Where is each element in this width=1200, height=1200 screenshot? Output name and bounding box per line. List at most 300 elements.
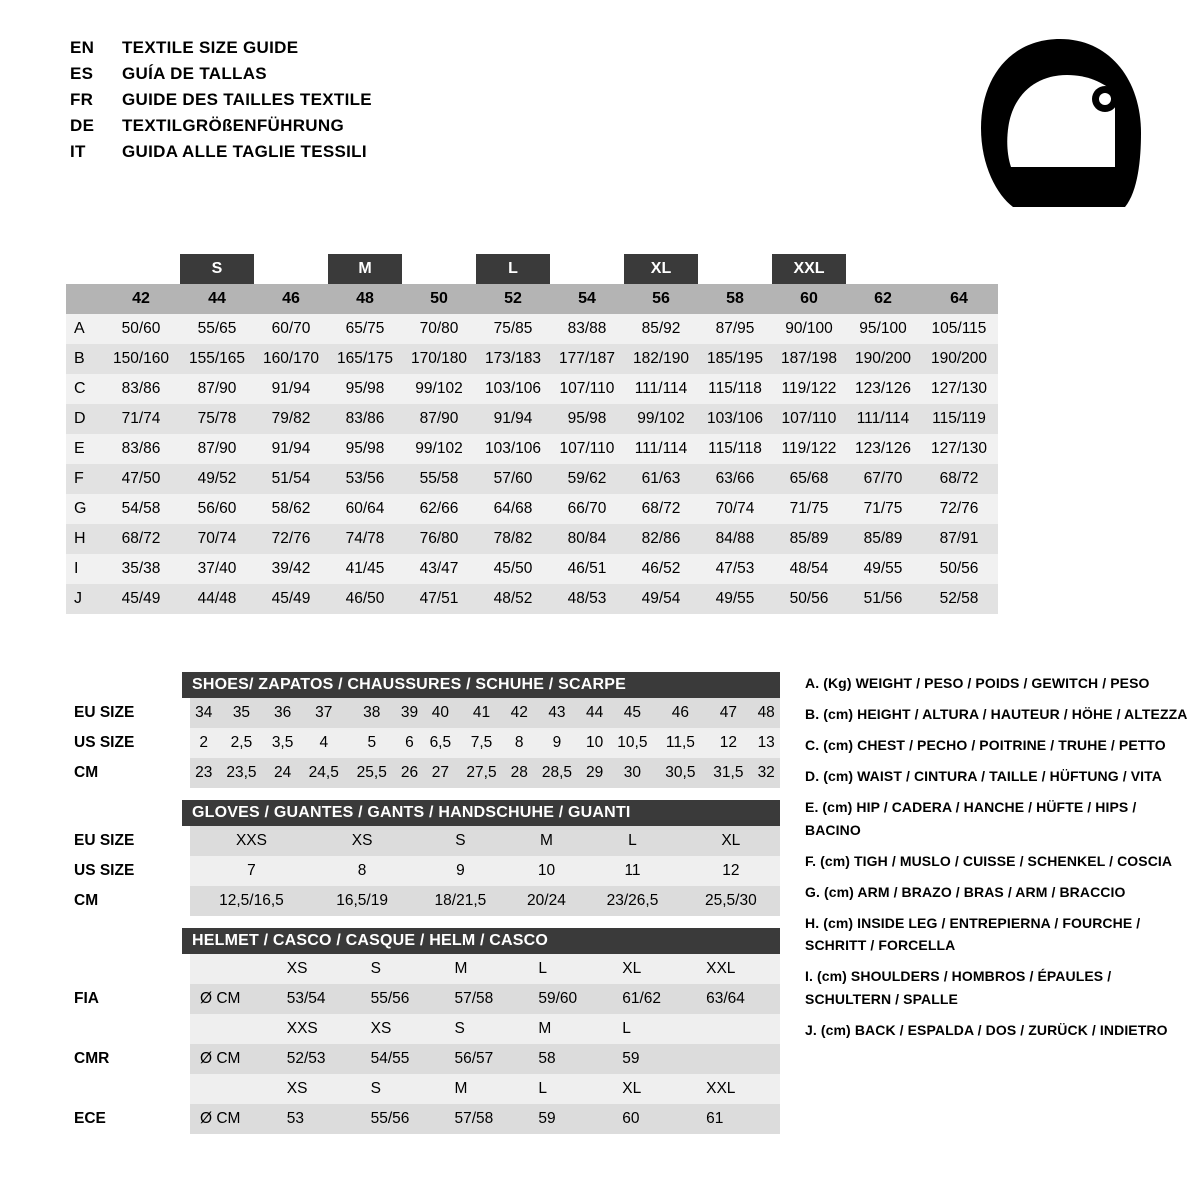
measurement-cell: 111/114 — [624, 434, 698, 464]
measurement-cell: 91/94 — [254, 374, 328, 404]
measurement-cell: 41/45 — [328, 554, 402, 584]
size-group-header-row — [66, 254, 998, 284]
measurement-cell: 90/100 — [772, 314, 846, 344]
measurement-cell: 57/60 — [476, 464, 550, 494]
measurement-cell: 155/165 — [180, 344, 254, 374]
helmet-measurement-cell: 63/64 — [696, 984, 780, 1014]
helmet-measurement-cell: 54/55 — [361, 1044, 445, 1074]
measurement-cell: 105/115 — [920, 314, 998, 344]
shoes-cell: 47 — [704, 698, 752, 728]
measurement-cell: 83/86 — [102, 374, 180, 404]
size-header-cell: 62 — [846, 284, 920, 314]
measurement-cell: 182/190 — [624, 344, 698, 374]
gloves-cell: 12,5/16,5 — [190, 886, 313, 916]
legend-item: B. (cm) HEIGHT / ALTURA / HAUTEUR / HÖHE / ALTEZZA — [805, 706, 1188, 722]
group-spacer — [254, 254, 328, 284]
title-row — [70, 116, 372, 142]
shoes-cell: 27,5 — [458, 758, 506, 788]
gloves-cell: 16,5/19 — [313, 886, 411, 916]
measurement-row-label: B — [66, 344, 102, 374]
shoes-cell: 35 — [217, 698, 265, 728]
textile-size-table — [66, 254, 998, 614]
shoes-cell: 38 — [348, 698, 396, 728]
measurement-cell: 103/106 — [476, 434, 550, 464]
measurement-cell: 61/63 — [624, 464, 698, 494]
shoes-row-label: CM — [66, 758, 190, 788]
legend-item: E. (cm) HIP / CADERA / HANCHE / HÜFTE / HIPS / BACINO — [805, 799, 1137, 838]
gloves-cell: 18/21,5 — [411, 886, 509, 916]
title-row — [70, 38, 372, 64]
measurement-cell: 84/88 — [698, 524, 772, 554]
spacer-cell — [66, 284, 102, 314]
table-row — [66, 826, 780, 856]
helmet-size-cell: XXL — [696, 1074, 780, 1104]
measurement-cell: 68/72 — [624, 494, 698, 524]
shoes-cell: 3,5 — [265, 728, 299, 758]
helmet-size-cell — [190, 1074, 277, 1104]
size-header-cell: 60 — [772, 284, 846, 314]
helmet-size-cell — [190, 1014, 277, 1044]
measurement-cell: 173/183 — [476, 344, 550, 374]
measurement-cell: 160/170 — [254, 344, 328, 374]
shoes-cell: 34 — [190, 698, 217, 728]
shoes-cell: 13 — [752, 728, 780, 758]
measurement-cell: 85/89 — [846, 524, 920, 554]
gloves-cell: 12 — [682, 856, 780, 886]
measurement-cell: 68/72 — [102, 524, 180, 554]
shoes-cell: 32 — [752, 758, 780, 788]
measurement-cell: 35/38 — [102, 554, 180, 584]
measurement-row-label: D — [66, 404, 102, 434]
shoes-cell: 10 — [581, 728, 608, 758]
measurement-row-label: J — [66, 584, 102, 614]
shoes-cell: 46 — [656, 698, 704, 728]
shoes-cell: 7,5 — [458, 728, 506, 758]
title-text: TEXTILGRÖßENFÜHRUNG — [122, 116, 344, 135]
shoes-cell: 36 — [265, 698, 299, 728]
measurement-cell: 70/80 — [402, 314, 476, 344]
measurement-cell: 87/95 — [698, 314, 772, 344]
group-spacer — [550, 254, 624, 284]
size-group-label: XL — [624, 254, 698, 284]
measurement-cell: 53/56 — [328, 464, 402, 494]
title-language-code: IT — [70, 142, 86, 161]
helmet-size-cell: L — [528, 1074, 612, 1104]
measurement-cell: 85/89 — [772, 524, 846, 554]
measurement-cell: 49/52 — [180, 464, 254, 494]
gloves-cell: XXS — [190, 826, 313, 856]
title-text: GUÍA DE TALLAS — [122, 64, 267, 83]
shoes-cell: 4 — [300, 728, 348, 758]
table-row — [66, 584, 998, 614]
shoes-cell: 6,5 — [423, 728, 457, 758]
legend-item: A. (Kg) WEIGHT / PESO / POIDS / GEWITCH / PESO — [805, 675, 1150, 691]
size-header-cell: 56 — [624, 284, 698, 314]
measurement-cell: 67/70 — [846, 464, 920, 494]
size-group-label: L — [476, 254, 550, 284]
measurement-cell: 72/76 — [254, 524, 328, 554]
helmet-standard-label: CMR — [66, 1044, 190, 1074]
measurement-cell: 45/49 — [102, 584, 180, 614]
measurement-cell: 59/62 — [550, 464, 624, 494]
table-row — [66, 524, 998, 554]
gloves-cell: M — [510, 826, 584, 856]
table-row — [66, 728, 780, 758]
helmet-value-row — [66, 984, 780, 1014]
table-row — [66, 494, 998, 524]
measurement-cell: 46/50 — [328, 584, 402, 614]
shoes-table — [66, 698, 780, 788]
shoes-cell: 2 — [190, 728, 217, 758]
measurement-cell: 47/50 — [102, 464, 180, 494]
gloves-title: GLOVES / GUANTES / GANTS / HANDSCHUHE / GUANTI — [182, 800, 780, 826]
gloves-cell: XS — [313, 826, 411, 856]
shoes-cell: 45 — [608, 698, 656, 728]
measurement-cell: 71/75 — [846, 494, 920, 524]
gloves-row-label: CM — [66, 886, 190, 916]
helmet-measurement-cell: 53 — [277, 1104, 361, 1134]
measurement-cell: 65/68 — [772, 464, 846, 494]
size-header-cell: 58 — [698, 284, 772, 314]
shoes-cell: 24,5 — [300, 758, 348, 788]
shoes-title: SHOES/ ZAPATOS / CHAUSSURES / SCHUHE / SCARPE — [182, 672, 780, 698]
measurement-cell: 115/118 — [698, 434, 772, 464]
measurement-cell: 80/84 — [550, 524, 624, 554]
helmet-size-row — [66, 1074, 780, 1104]
helmet-measurement-cell: 53/54 — [277, 984, 361, 1014]
measurement-cell: 111/114 — [846, 404, 920, 434]
gloves-cell: XL — [682, 826, 780, 856]
measurement-cell: 51/54 — [254, 464, 328, 494]
measurement-cell: 46/51 — [550, 554, 624, 584]
helmet-value-row — [66, 1104, 780, 1134]
spacer-cell — [66, 1014, 190, 1044]
helmet-measurement-cell: 55/56 — [361, 984, 445, 1014]
helmet-standard-label: ECE — [66, 1104, 190, 1134]
measurement-cell: 55/65 — [180, 314, 254, 344]
measurement-cell: 103/106 — [476, 374, 550, 404]
sub-tables — [66, 672, 780, 1134]
shoes-cell: 37 — [300, 698, 348, 728]
shoes-cell: 39 — [396, 698, 423, 728]
legend-item: J. (cm) BACK / ESPALDA / DOS / ZURÜCK / INDIETRO — [805, 1021, 1168, 1038]
shoes-cell: 5 — [348, 728, 396, 758]
size-group-label: S — [180, 254, 254, 284]
helmet-size-row — [66, 1014, 780, 1044]
helmet-icon — [975, 35, 1145, 215]
helmet-size-cell: XL — [612, 1074, 696, 1104]
helmet-size-cell — [696, 1014, 780, 1044]
measurement-cell: 48/52 — [476, 584, 550, 614]
measurement-cell: 190/200 — [920, 344, 998, 374]
shoes-cell: 6 — [396, 728, 423, 758]
measurement-cell: 87/90 — [402, 404, 476, 434]
title-language-code: DE — [70, 116, 95, 135]
measurement-cell: 50/56 — [772, 584, 846, 614]
helmet-measurement-cell: 56/57 — [444, 1044, 528, 1074]
measurement-cell: 63/66 — [698, 464, 772, 494]
title-row — [70, 64, 372, 90]
helmet-size-cell: XS — [277, 1074, 361, 1104]
measurement-row-label: E — [66, 434, 102, 464]
title-language-code: ES — [70, 64, 94, 83]
size-header-cell: 46 — [254, 284, 328, 314]
shoes-cell: 8 — [506, 728, 533, 758]
helmet-standard-label: FIA — [66, 984, 190, 1014]
measurement-cell: 75/85 — [476, 314, 550, 344]
shoes-cell: 11,5 — [656, 728, 704, 758]
measurement-cell: 91/94 — [476, 404, 550, 434]
helmet-size-row — [66, 954, 780, 984]
measurement-cell: 119/122 — [772, 434, 846, 464]
spacer-cell — [66, 1074, 190, 1104]
helmet-size-cell: XXS — [277, 1014, 361, 1044]
shoes-cell: 2,5 — [217, 728, 265, 758]
helmet-value-row — [66, 1044, 780, 1074]
measurement-cell: 82/86 — [624, 524, 698, 554]
measurement-cell: 165/175 — [328, 344, 402, 374]
helmet-measurement-cell: 59 — [612, 1044, 696, 1074]
helmet-size-cell: M — [528, 1014, 612, 1044]
measurement-cell: 177/187 — [550, 344, 624, 374]
measurement-cell: 71/74 — [102, 404, 180, 434]
table-row — [66, 374, 998, 404]
measurement-cell: 76/80 — [402, 524, 476, 554]
measurement-cell: 75/78 — [180, 404, 254, 434]
helmet-title: HELMET / CASCO / CASQUE / HELM / CASCO — [182, 928, 780, 954]
table-row — [66, 434, 998, 464]
group-spacer — [846, 254, 920, 284]
measurement-cell: 83/86 — [102, 434, 180, 464]
measurement-cell: 107/110 — [550, 374, 624, 404]
measurement-cell: 45/50 — [476, 554, 550, 584]
group-spacer — [102, 254, 180, 284]
group-spacer — [698, 254, 772, 284]
measurement-row-label: F — [66, 464, 102, 494]
gloves-row-label: US SIZE — [66, 856, 190, 886]
helmet-size-cell: S — [444, 1014, 528, 1044]
measurement-cell: 78/82 — [476, 524, 550, 554]
shoes-cell: 24 — [265, 758, 299, 788]
measurement-cell: 87/91 — [920, 524, 998, 554]
spacer-cell — [66, 954, 190, 984]
measurement-cell: 123/126 — [846, 434, 920, 464]
helmet-size-cell: M — [444, 1074, 528, 1104]
shoes-cell: 41 — [458, 698, 506, 728]
measurement-cell: 52/58 — [920, 584, 998, 614]
spacer-cell — [66, 254, 102, 284]
helmet-size-cell: M — [444, 954, 528, 984]
table-row — [66, 344, 998, 374]
helmet-measurement-cell: 57/58 — [444, 984, 528, 1014]
legend-item: G. (cm) ARM / BRAZO / BRAS / ARM / BRACCIO — [805, 883, 1126, 900]
measurement-cell: 95/98 — [328, 434, 402, 464]
measurement-cell: 62/66 — [402, 494, 476, 524]
measurement-cell: 91/94 — [254, 434, 328, 464]
size-header-cell: 42 — [102, 284, 180, 314]
measurement-cell: 111/114 — [624, 374, 698, 404]
helmet-size-cell — [190, 954, 277, 984]
size-header-cell: 52 — [476, 284, 550, 314]
measurement-cell: 58/62 — [254, 494, 328, 524]
measurement-cell: 95/98 — [550, 404, 624, 434]
measurement-cell: 70/74 — [180, 524, 254, 554]
shoes-cell: 43 — [533, 698, 581, 728]
measurement-cell: 190/200 — [846, 344, 920, 374]
gloves-cell: 8 — [313, 856, 411, 886]
helmet-measurement-cell: 57/58 — [444, 1104, 528, 1134]
helmet-measurement-cell: 52/53 — [277, 1044, 361, 1074]
legend-item: F. (cm) TIGH / MUSLO / CUISSE / SCHENKEL / COSCIA — [805, 852, 1173, 869]
measurement-row-label: C — [66, 374, 102, 404]
gloves-cell: 23/26,5 — [583, 886, 681, 916]
helmet-table — [66, 954, 780, 1134]
shoes-cell: 40 — [423, 698, 457, 728]
shoes-cell: 30 — [608, 758, 656, 788]
measurement-row-label: H — [66, 524, 102, 554]
measurement-cell: 46/52 — [624, 554, 698, 584]
measurement-cell: 87/90 — [180, 434, 254, 464]
helmet-size-cell: S — [361, 1074, 445, 1104]
measurement-cell: 95/100 — [846, 314, 920, 344]
measurement-cell: 99/102 — [402, 374, 476, 404]
table-row — [66, 464, 998, 494]
shoes-cell: 26 — [396, 758, 423, 788]
measurement-row-label: I — [66, 554, 102, 584]
measurement-cell: 107/110 — [772, 404, 846, 434]
helmet-measurement-cell: Ø CM — [190, 1104, 277, 1134]
gloves-cell: 20/24 — [510, 886, 584, 916]
table-row — [66, 314, 998, 344]
size-header-cell: 54 — [550, 284, 624, 314]
title-block — [70, 38, 372, 168]
measurement-row-label: G — [66, 494, 102, 524]
shoes-cell: 25,5 — [348, 758, 396, 788]
measurement-cell: 119/122 — [772, 374, 846, 404]
size-header-cell: 48 — [328, 284, 402, 314]
gloves-cell: 7 — [190, 856, 313, 886]
measurement-cell: 56/60 — [180, 494, 254, 524]
measurement-cell: 65/75 — [328, 314, 402, 344]
title-row — [70, 90, 372, 116]
measurement-row-label: A — [66, 314, 102, 344]
gloves-cell: 25,5/30 — [682, 886, 780, 916]
shoes-cell: 27 — [423, 758, 457, 788]
helmet-size-cell: XS — [277, 954, 361, 984]
measurement-cell: 99/102 — [402, 434, 476, 464]
shoes-row-label: EU SIZE — [66, 698, 190, 728]
group-spacer — [920, 254, 998, 284]
measurement-cell: 55/58 — [402, 464, 476, 494]
shoes-cell: 48 — [752, 698, 780, 728]
measurement-cell: 51/56 — [846, 584, 920, 614]
measurement-cell: 115/119 — [920, 404, 998, 434]
helmet-measurement-cell: 61 — [696, 1104, 780, 1134]
measurement-cell: 49/54 — [624, 584, 698, 614]
size-header-row — [66, 284, 998, 314]
measurement-cell: 68/72 — [920, 464, 998, 494]
measurement-cell: 48/53 — [550, 584, 624, 614]
table-row — [66, 698, 780, 728]
measurement-cell: 115/118 — [698, 374, 772, 404]
size-group-label: M — [328, 254, 402, 284]
title-language-code: FR — [70, 90, 94, 109]
measurement-cell: 83/88 — [550, 314, 624, 344]
measurement-cell: 103/106 — [698, 404, 772, 434]
measurement-cell: 39/42 — [254, 554, 328, 584]
measurement-cell: 49/55 — [846, 554, 920, 584]
gloves-cell: S — [411, 826, 509, 856]
measurement-cell: 83/86 — [328, 404, 402, 434]
measurement-cell: 127/130 — [920, 434, 998, 464]
shoes-cell: 12 — [704, 728, 752, 758]
helmet-measurement-cell: 55/56 — [361, 1104, 445, 1134]
legend-item: C. (cm) CHEST / PECHO / POITRINE / TRUHE / PETTO — [805, 737, 1166, 753]
title-text: GUIDE DES TAILLES TEXTILE — [122, 90, 372, 109]
helmet-measurement-cell: 59/60 — [528, 984, 612, 1014]
measurement-cell: 127/130 — [920, 374, 998, 404]
shoes-cell: 31,5 — [704, 758, 752, 788]
measurement-cell: 47/51 — [402, 584, 476, 614]
gloves-cell: 9 — [411, 856, 509, 886]
helmet-measurement-cell: 59 — [528, 1104, 612, 1134]
measurement-cell: 85/92 — [624, 314, 698, 344]
table-row — [66, 404, 998, 434]
helmet-size-cell: XXL — [696, 954, 780, 984]
measurement-cell: 43/47 — [402, 554, 476, 584]
measurement-cell: 95/98 — [328, 374, 402, 404]
measurement-cell: 60/70 — [254, 314, 328, 344]
measurement-cell: 71/75 — [772, 494, 846, 524]
shoes-cell: 42 — [506, 698, 533, 728]
legend-item: H. (cm) INSIDE LEG / ENTREPIERNA / FOURCHE / SCHRITT / FORCELLA — [805, 914, 1141, 953]
helmet-measurement-cell: 61/62 — [612, 984, 696, 1014]
size-group-label: XXL — [772, 254, 846, 284]
size-header-cell: 50 — [402, 284, 476, 314]
shoes-cell: 29 — [581, 758, 608, 788]
measurement-cell: 99/102 — [624, 404, 698, 434]
title-row — [70, 142, 372, 168]
measurement-cell: 170/180 — [402, 344, 476, 374]
helmet-size-cell: L — [528, 954, 612, 984]
measurement-cell: 49/55 — [698, 584, 772, 614]
measurement-cell: 107/110 — [550, 434, 624, 464]
shoes-cell: 9 — [533, 728, 581, 758]
measurement-cell: 54/58 — [102, 494, 180, 524]
gloves-cell: 10 — [510, 856, 584, 886]
shoes-cell: 23 — [190, 758, 217, 788]
table-row — [66, 856, 780, 886]
shoes-row-label: US SIZE — [66, 728, 190, 758]
title-text: TEXTILE SIZE GUIDE — [122, 38, 299, 57]
measurement-cell: 48/54 — [772, 554, 846, 584]
helmet-size-cell: S — [361, 954, 445, 984]
measurement-cell: 50/56 — [920, 554, 998, 584]
measurement-cell: 50/60 — [102, 314, 180, 344]
shoes-cell: 23,5 — [217, 758, 265, 788]
group-spacer — [402, 254, 476, 284]
shoes-cell: 44 — [581, 698, 608, 728]
gloves-cell: L — [583, 826, 681, 856]
size-header-cell: 64 — [920, 284, 998, 314]
table-row — [66, 886, 780, 916]
measurement-cell: 60/64 — [328, 494, 402, 524]
measurement-cell: 150/160 — [102, 344, 180, 374]
measurement-cell: 44/48 — [180, 584, 254, 614]
title-language-code: EN — [70, 38, 95, 57]
measurement-cell: 79/82 — [254, 404, 328, 434]
measurement-cell: 47/53 — [698, 554, 772, 584]
